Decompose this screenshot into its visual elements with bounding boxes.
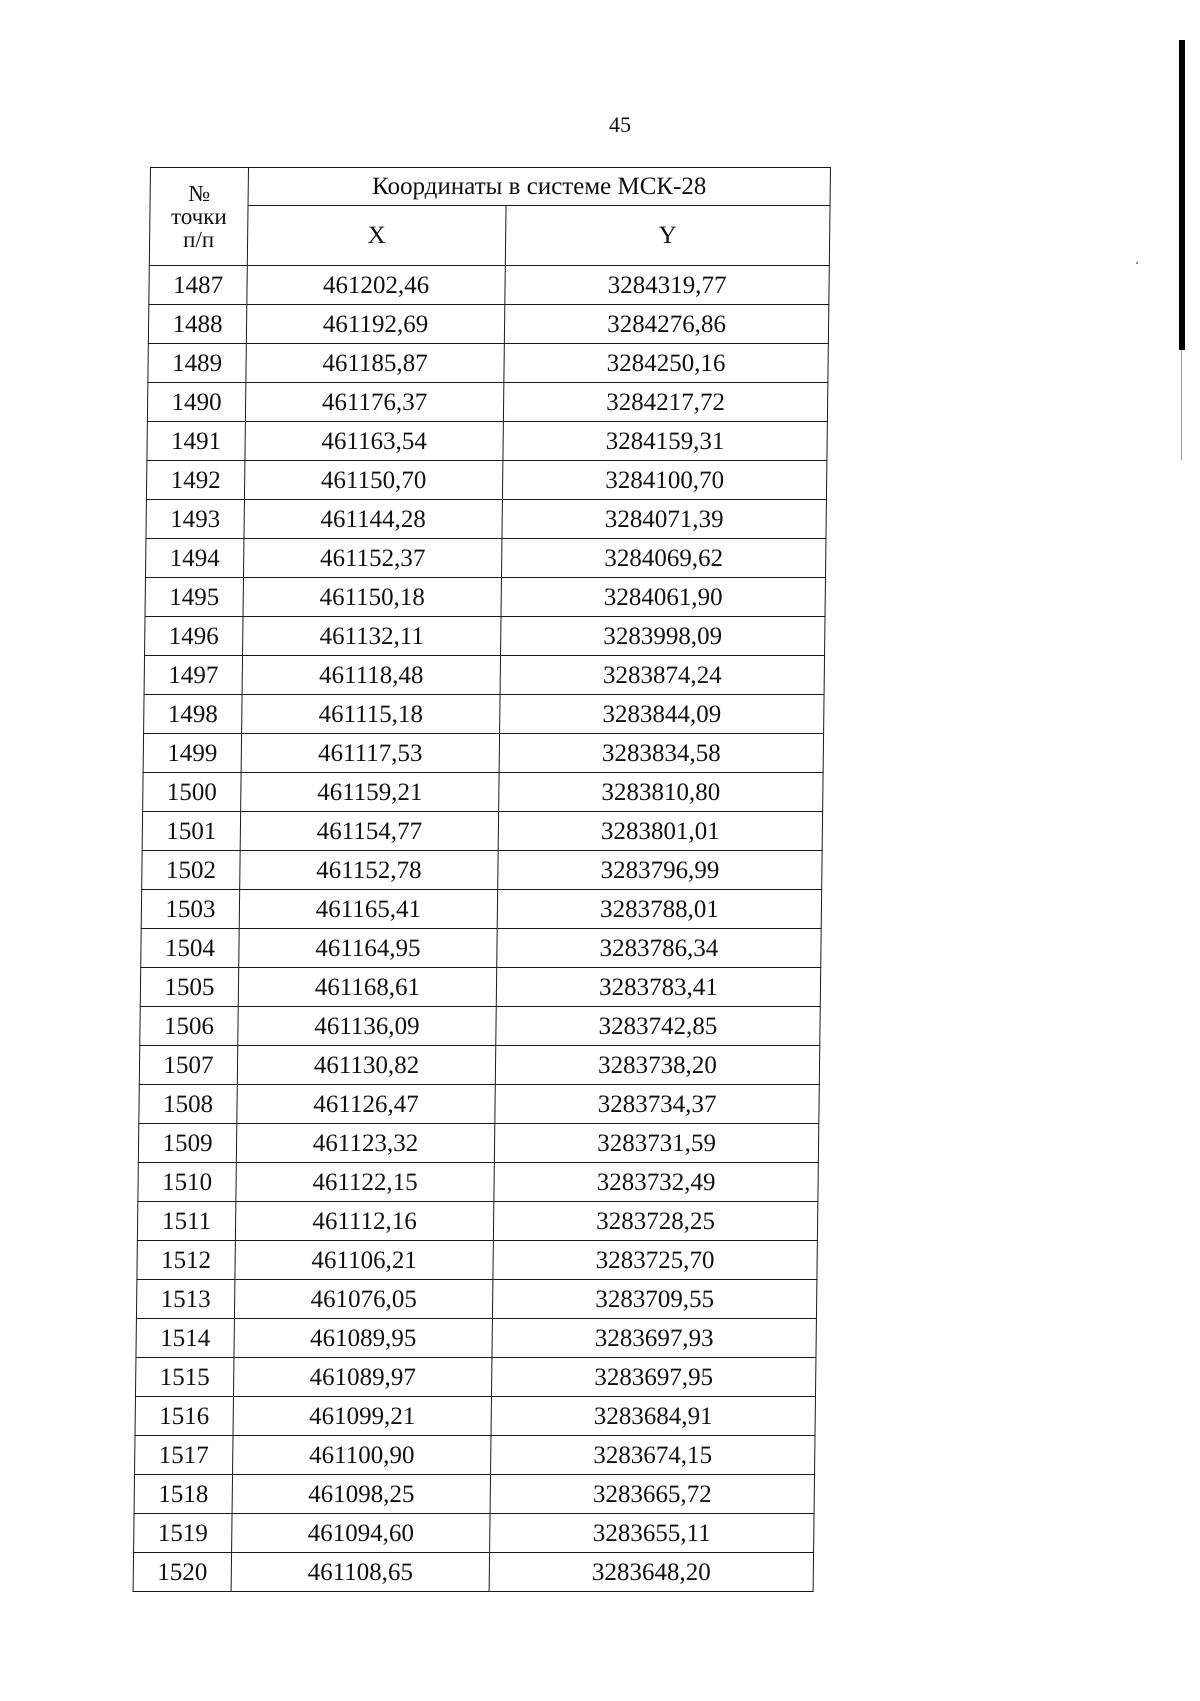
x-coordinate-cell: 461130,82 <box>237 1046 495 1085</box>
table-row <box>142 812 822 851</box>
table-row <box>135 1358 815 1397</box>
x-coordinate-cell: 461165,41 <box>239 890 497 929</box>
table-row <box>137 1202 817 1241</box>
point-number-cell: 1503 <box>141 890 239 929</box>
coordinates-table <box>133 167 831 1592</box>
y-coordinate-cell: 3284071,39 <box>502 500 826 539</box>
y-coordinate-cell: 3284069,62 <box>501 539 825 578</box>
table-row <box>145 617 825 656</box>
x-coordinate-cell: 461089,97 <box>233 1358 491 1397</box>
x-coordinate-cell: 461168,61 <box>238 968 496 1007</box>
x-coordinate-cell: 461098,25 <box>232 1475 490 1514</box>
y-coordinate-cell: 3283655,11 <box>490 1514 814 1553</box>
header-coordinates-group: Координаты в системе МСК-28 <box>248 168 830 206</box>
table-row <box>146 500 826 539</box>
point-number-cell: 1498 <box>144 695 242 734</box>
point-number-cell: 1513 <box>136 1280 234 1319</box>
table-row <box>143 773 823 812</box>
table-row <box>146 461 826 500</box>
x-coordinate-cell: 461144,28 <box>244 500 502 539</box>
y-coordinate-cell: 3283731,59 <box>494 1124 818 1163</box>
y-coordinate-cell: 3283709,55 <box>492 1280 816 1319</box>
point-number-cell: 1510 <box>138 1163 236 1202</box>
y-coordinate-cell: 3283648,20 <box>489 1553 813 1592</box>
table-row <box>133 1553 813 1592</box>
table-row <box>138 1124 818 1163</box>
x-coordinate-cell: 461185,87 <box>246 344 504 383</box>
point-number-cell: 1496 <box>145 617 243 656</box>
x-coordinate-cell: 461122,15 <box>236 1163 494 1202</box>
y-coordinate-cell: 3283801,01 <box>498 812 822 851</box>
table-row <box>144 695 824 734</box>
y-coordinate-cell: 3283810,80 <box>499 773 823 812</box>
x-coordinate-cell: 461192,69 <box>246 305 504 344</box>
y-coordinate-cell: 3284217,72 <box>503 383 827 422</box>
x-coordinate-cell: 461132,11 <box>243 617 501 656</box>
y-coordinate-cell: 3284061,90 <box>501 578 825 617</box>
table-row <box>136 1319 816 1358</box>
y-coordinate-cell: 3284159,31 <box>503 422 827 461</box>
point-number-cell: 1490 <box>147 383 245 422</box>
x-coordinate-cell: 461176,37 <box>245 383 503 422</box>
point-number-cell: 1494 <box>145 539 243 578</box>
point-number-cell: 1511 <box>137 1202 235 1241</box>
point-number-cell: 1515 <box>135 1358 233 1397</box>
table-row <box>148 344 828 383</box>
table-row <box>138 1163 818 1202</box>
x-coordinate-cell: 461115,18 <box>242 695 500 734</box>
header-x: X <box>247 206 506 266</box>
y-coordinate-cell: 3283684,91 <box>491 1397 815 1436</box>
header-point-number-line3: п/п <box>182 227 215 252</box>
point-number-cell: 1506 <box>140 1007 238 1046</box>
y-coordinate-cell: 3283738,20 <box>495 1046 819 1085</box>
coordinates-table-body <box>133 266 829 1592</box>
scan-edge-mark <box>1179 40 1185 350</box>
table-row <box>135 1436 815 1475</box>
table-row <box>148 305 828 344</box>
x-coordinate-cell: 461118,48 <box>242 656 500 695</box>
x-coordinate-cell: 461094,60 <box>232 1514 490 1553</box>
x-coordinate-cell: 461150,18 <box>243 578 501 617</box>
table-row <box>135 1397 815 1436</box>
x-coordinate-cell: 461164,95 <box>239 929 497 968</box>
y-coordinate-cell: 3283874,24 <box>500 656 824 695</box>
y-coordinate-cell: 3283674,15 <box>491 1436 815 1475</box>
header-point-number-line1: № <box>188 181 211 206</box>
y-coordinate-cell: 3283728,25 <box>493 1202 817 1241</box>
x-coordinate-cell: 461159,21 <box>241 773 499 812</box>
table-row <box>140 968 820 1007</box>
y-coordinate-cell: 3283796,99 <box>498 851 822 890</box>
x-coordinate-cell: 461202,46 <box>247 266 505 305</box>
table-row <box>134 1514 814 1553</box>
y-coordinate-cell: 3283786,34 <box>497 929 821 968</box>
y-coordinate-cell: 3283732,49 <box>494 1163 818 1202</box>
x-coordinate-cell: 461152,78 <box>240 851 498 890</box>
y-coordinate-cell: 3283697,95 <box>491 1358 815 1397</box>
point-number-cell: 1504 <box>141 929 239 968</box>
point-number-cell: 1501 <box>142 812 240 851</box>
point-number-cell: 1495 <box>145 578 243 617</box>
point-number-cell: 1512 <box>137 1241 235 1280</box>
table-row <box>142 851 822 890</box>
y-coordinate-cell: 3284319,77 <box>505 266 829 305</box>
table-row <box>147 422 827 461</box>
x-coordinate-cell: 461117,53 <box>241 734 499 773</box>
point-number-cell: 1509 <box>138 1124 236 1163</box>
table-row <box>139 1085 819 1124</box>
x-coordinate-cell: 461108,65 <box>231 1553 489 1592</box>
point-number-cell: 1500 <box>143 773 241 812</box>
point-number-cell: 1497 <box>144 656 242 695</box>
table-row <box>145 578 825 617</box>
point-number-cell: 1489 <box>148 344 246 383</box>
table-row <box>140 1007 820 1046</box>
y-coordinate-cell: 3283844,09 <box>500 695 824 734</box>
point-number-cell: 1505 <box>140 968 238 1007</box>
y-coordinate-cell: 3283697,93 <box>492 1319 816 1358</box>
table-row <box>137 1241 817 1280</box>
x-coordinate-cell: 461123,32 <box>236 1124 494 1163</box>
header-point-number-line2: точки <box>170 204 227 229</box>
scan-edge-faint-mark <box>1181 350 1182 460</box>
y-coordinate-cell: 3284100,70 <box>502 461 826 500</box>
point-number-cell: 1517 <box>135 1436 233 1475</box>
x-coordinate-cell: 461099,21 <box>233 1397 491 1436</box>
table-row <box>147 383 827 422</box>
table-row <box>145 539 825 578</box>
y-coordinate-cell: 3284250,16 <box>504 344 828 383</box>
y-coordinate-cell: 3284276,86 <box>504 305 828 344</box>
x-coordinate-cell: 461136,09 <box>238 1007 496 1046</box>
point-number-cell: 1487 <box>149 266 247 305</box>
x-coordinate-cell: 461089,95 <box>234 1319 492 1358</box>
point-number-cell: 1507 <box>139 1046 237 1085</box>
header-point-number <box>149 168 248 266</box>
point-number-cell: 1488 <box>148 305 246 344</box>
y-coordinate-cell: 3283742,85 <box>496 1007 820 1046</box>
x-coordinate-cell: 461100,90 <box>233 1436 491 1475</box>
scan-speck <box>1136 262 1138 264</box>
table-row <box>141 929 821 968</box>
table-row <box>144 656 824 695</box>
point-number-cell: 1518 <box>134 1475 232 1514</box>
x-coordinate-cell: 461112,16 <box>235 1202 493 1241</box>
table-row <box>134 1475 814 1514</box>
point-number-cell: 1499 <box>143 734 241 773</box>
x-coordinate-cell: 461150,70 <box>244 461 502 500</box>
y-coordinate-cell: 3283998,09 <box>501 617 825 656</box>
x-coordinate-cell: 461106,21 <box>235 1241 493 1280</box>
y-coordinate-cell: 3283783,41 <box>496 968 820 1007</box>
table-row <box>136 1280 816 1319</box>
table-row <box>149 266 829 305</box>
header-y: Y <box>505 206 830 266</box>
x-coordinate-cell: 461126,47 <box>237 1085 495 1124</box>
x-coordinate-cell: 461076,05 <box>234 1280 492 1319</box>
y-coordinate-cell: 3283725,70 <box>493 1241 817 1280</box>
y-coordinate-cell: 3283834,58 <box>499 734 823 773</box>
y-coordinate-cell: 3283665,72 <box>490 1475 814 1514</box>
table-row <box>143 734 823 773</box>
x-coordinate-cell: 461154,77 <box>240 812 498 851</box>
point-number-cell: 1520 <box>133 1553 231 1592</box>
table-row <box>141 890 821 929</box>
point-number-cell: 1492 <box>146 461 244 500</box>
point-number-cell: 1516 <box>135 1397 233 1436</box>
point-number-cell: 1493 <box>146 500 244 539</box>
point-number-cell: 1514 <box>136 1319 234 1358</box>
table-row <box>139 1046 819 1085</box>
coordinates-table-container <box>133 167 831 1592</box>
point-number-cell: 1519 <box>134 1514 232 1553</box>
point-number-cell: 1502 <box>142 851 240 890</box>
x-coordinate-cell: 461163,54 <box>245 422 503 461</box>
y-coordinate-cell: 3283734,37 <box>495 1085 819 1124</box>
point-number-cell: 1508 <box>139 1085 237 1124</box>
y-coordinate-cell: 3283788,01 <box>497 890 821 929</box>
point-number-cell: 1491 <box>147 422 245 461</box>
x-coordinate-cell: 461152,37 <box>243 539 501 578</box>
page-number: 45 <box>609 112 631 137</box>
